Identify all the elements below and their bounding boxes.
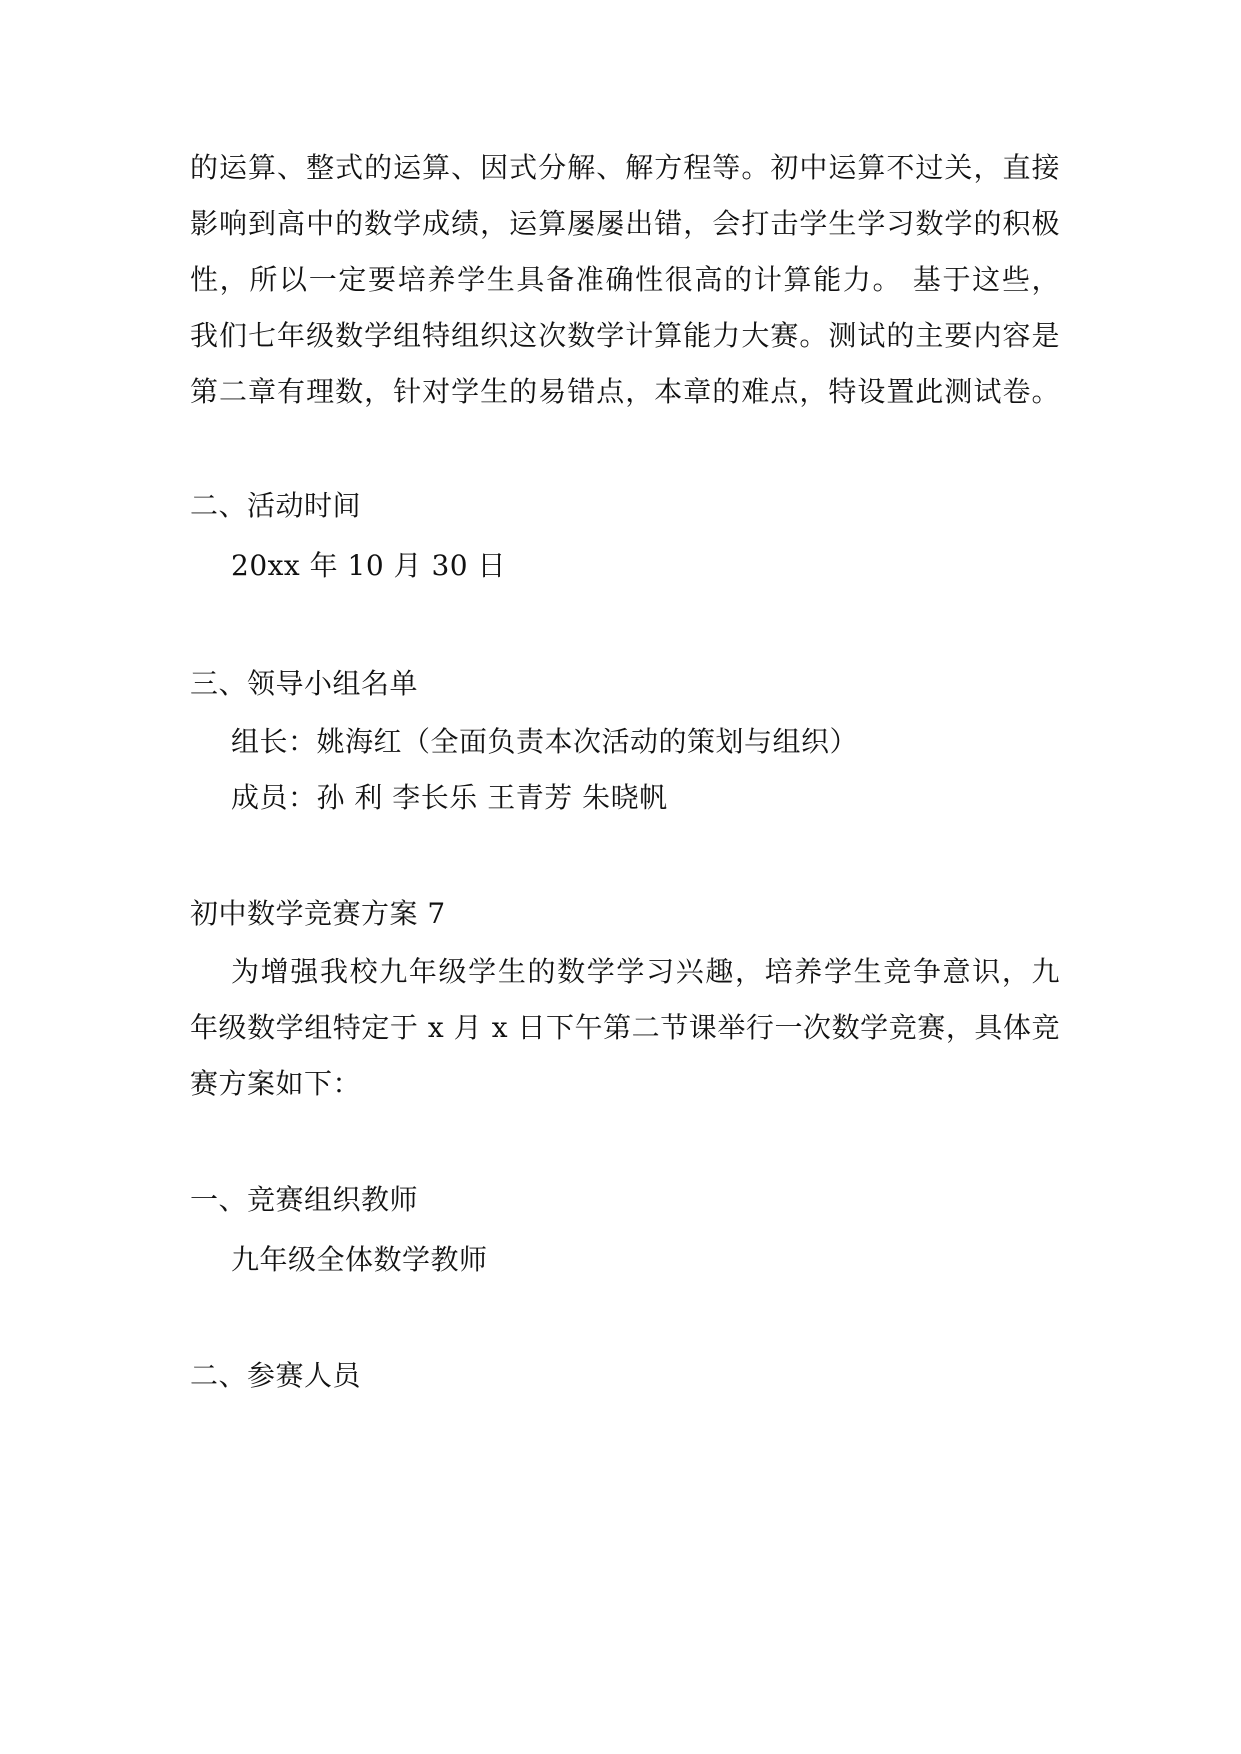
plan7-intro-line-2: 年级数学组特定于 x 月 x 日下午第二节课举行一次数学竞赛，具体竞 — [190, 1011, 1060, 1044]
intro-line-2: 影响到高中的数学成绩，运算屡屡出错，会打击学生学习数学的积极 — [190, 207, 1060, 240]
intro-line-1: 的运算、整式的运算、因式分解、解方程等。初中运算不过关，直接 — [190, 151, 1060, 184]
section-leaders-members: 成员：孙 利 李长乐 王青芳 朱晓帆 — [231, 781, 668, 814]
section-time-content: 20xx 年 10 月 30 日 — [231, 549, 506, 582]
intro-line-3: 性，所以一定要培养学生具备准确性很高的计算能力。 基于这些， — [190, 263, 1060, 296]
section-leaders-heading: 三、领导小组名单 — [190, 667, 419, 700]
section-leaders-leader: 组长：姚海红（全面负责本次活动的策划与组织） — [231, 725, 859, 758]
intro-line-5: 第二章有理数，针对学生的易错点，本章的难点，特设置此测试卷。 — [190, 375, 1060, 408]
plan7-intro-line-1: 为增强我校九年级学生的数学学习兴趣，培养学生竞争意识，九 — [231, 955, 1060, 988]
section-time-heading: 二、活动时间 — [190, 489, 362, 522]
plan7-intro-line-3: 赛方案如下： — [190, 1067, 362, 1100]
intro-line-4: 我们七年级数学组特组织这次数学计算能力大赛。测试的主要内容是 — [190, 319, 1060, 352]
plan7-title: 初中数学竞赛方案 7 — [190, 897, 446, 930]
plan7-teachers-heading: 一、竞赛组织教师 — [190, 1183, 419, 1216]
plan7-teachers-content: 九年级全体数学教师 — [231, 1243, 488, 1276]
plan7-participants-heading: 二、参赛人员 — [190, 1359, 362, 1392]
